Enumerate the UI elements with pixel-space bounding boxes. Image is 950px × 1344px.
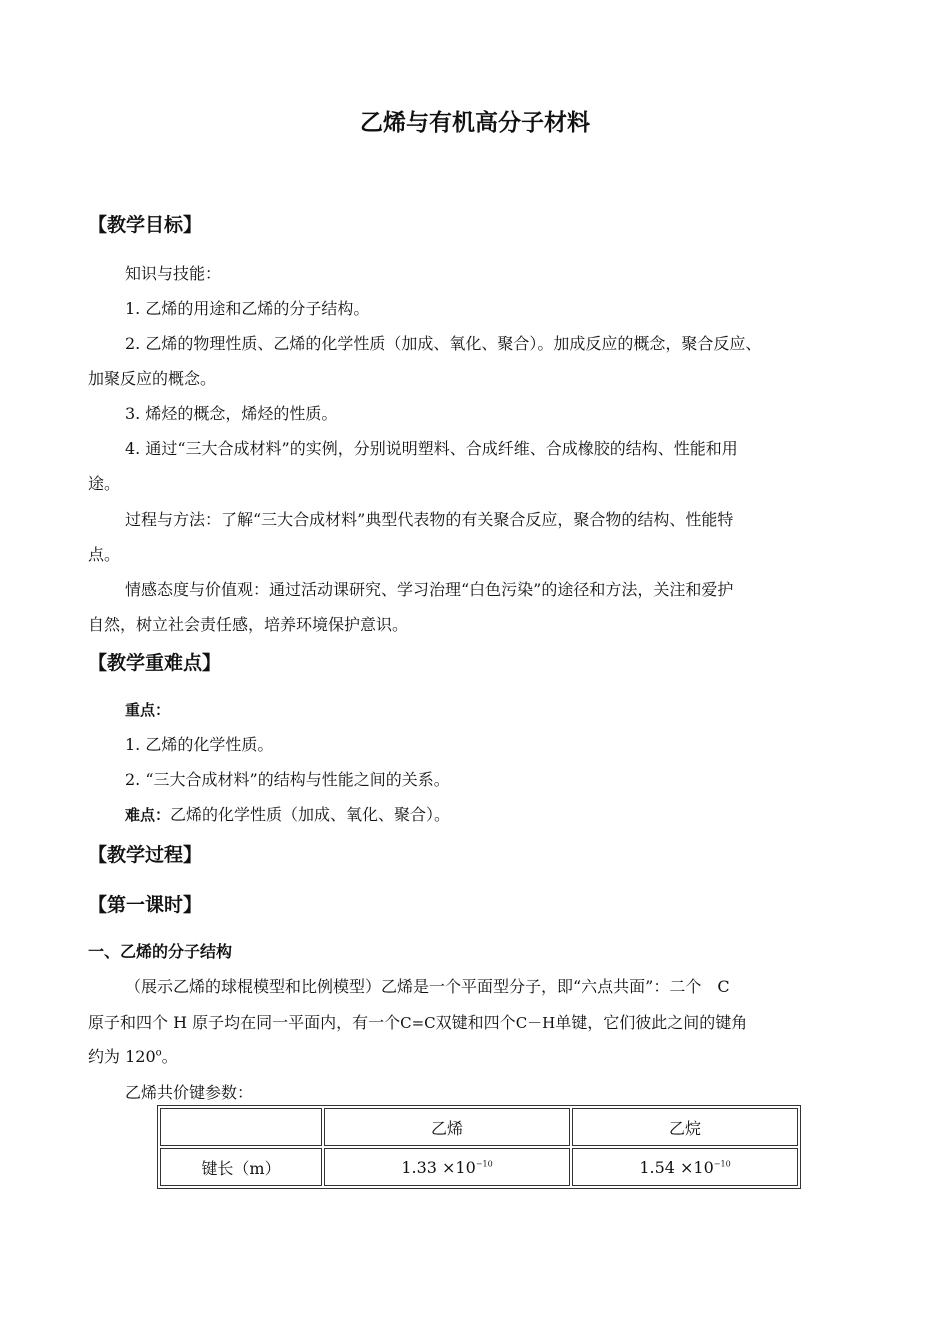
- difficulty-label: 难点：: [125, 806, 171, 824]
- bond-angle-end: 。: [161, 1047, 178, 1066]
- objective-item-1: 1. 乙烯的用途和乙烯的分子结构。: [125, 299, 370, 318]
- process-method-line-1: 过程与方法：了解“三大合成材料”典型代表物的有关聚合反应，聚合物的结构、性能特: [125, 510, 734, 529]
- focus-label: 重点：: [125, 701, 171, 719]
- degree-superscript: o: [155, 1047, 162, 1059]
- objective-item-3: 3. 烯烃的概念，烯烃的性质。: [125, 404, 338, 423]
- cell-ethylene-bond-length: [324, 1148, 570, 1186]
- emotion-values-line-1: 情感态度与价值观：通过活动课研究、学习治理“白色污染”的途径和方法，关注和爱护: [125, 580, 734, 599]
- table-row: [160, 1148, 798, 1186]
- structure-text-a: 原子和四个 H 原子均在同一平面内，有一个: [88, 1013, 401, 1032]
- bond-angle-text: 约为 120: [88, 1047, 156, 1066]
- objective-item-4-line-2: 途。: [88, 474, 121, 493]
- objective-item-4-line-1: 4. 通过“三大合成材料”的实例，分别说明塑料、合成纤维、合成橡胶的结构、性能和用: [125, 439, 738, 458]
- table-header-empty: [160, 1108, 322, 1146]
- knowledge-label: 知识与技能：: [125, 264, 222, 283]
- ethane-value: 1.54 ×10: [639, 1157, 714, 1177]
- cell-ethane-bond-length: [572, 1148, 798, 1186]
- ethylene-value: 1.33 ×10: [401, 1157, 476, 1177]
- bond-parameter-table: [157, 1105, 801, 1189]
- section-heading-lesson-1: 【第一课时】: [88, 894, 203, 916]
- subsection-heading-structure: 一、乙烯的分子结构: [88, 942, 233, 961]
- table-header-ethane: 乙烷: [572, 1108, 798, 1146]
- structure-paragraph-line-1: （展示乙烯的球棍模型和比例模型）乙烯是一个平面型分子，即“六点共面”：二个 C: [125, 977, 730, 996]
- process-method-line-2: 点。: [88, 545, 121, 564]
- table-label: 乙烯共价键参数：: [125, 1083, 254, 1102]
- ch-single-bond-formula: C－H: [515, 1014, 556, 1032]
- focus-item-2: 2. “三大合成材料”的结构与性能之间的关系。: [125, 770, 450, 789]
- ethylene-exponent: −10: [475, 1159, 493, 1169]
- section-heading-keypoints: 【教学重难点】: [88, 652, 222, 674]
- objective-item-2-line-1: 2. 乙烯的物理性质、乙烯的化学性质（加成、氧化、聚合）。加成反应的概念，聚合反应、: [125, 334, 762, 353]
- objective-item-2-line-2: 加聚反应的概念。: [88, 369, 217, 388]
- structure-text-b: 双键和四个: [435, 1013, 516, 1032]
- ethane-exponent: −10: [713, 1159, 731, 1169]
- page-title: 乙烯与有机高分子材料: [360, 110, 590, 136]
- table-header-ethylene: 乙烯: [324, 1108, 570, 1146]
- structure-text-c: 单键，它们彼此之间的键角: [555, 1013, 748, 1032]
- structure-paragraph-line-3: [88, 1047, 178, 1067]
- table-header-row: [160, 1108, 798, 1146]
- focus-item-1: 1. 乙烯的化学性质。: [125, 735, 274, 754]
- emotion-values-line-2: 自然，树立社会责任感，培养环境保护意识。: [88, 615, 409, 634]
- section-heading-process: 【教学过程】: [88, 844, 203, 866]
- section-heading-objectives: 【教学目标】: [88, 214, 203, 236]
- cc-double-bond-formula: C=C: [400, 1014, 436, 1032]
- row-label-bond-length: 键长（m）: [160, 1148, 322, 1186]
- difficulty-text: 乙烯的化学性质（加成、氧化、聚合）。: [170, 805, 451, 824]
- difficulty-line: [125, 805, 450, 825]
- structure-paragraph-line-2: [88, 1013, 747, 1033]
